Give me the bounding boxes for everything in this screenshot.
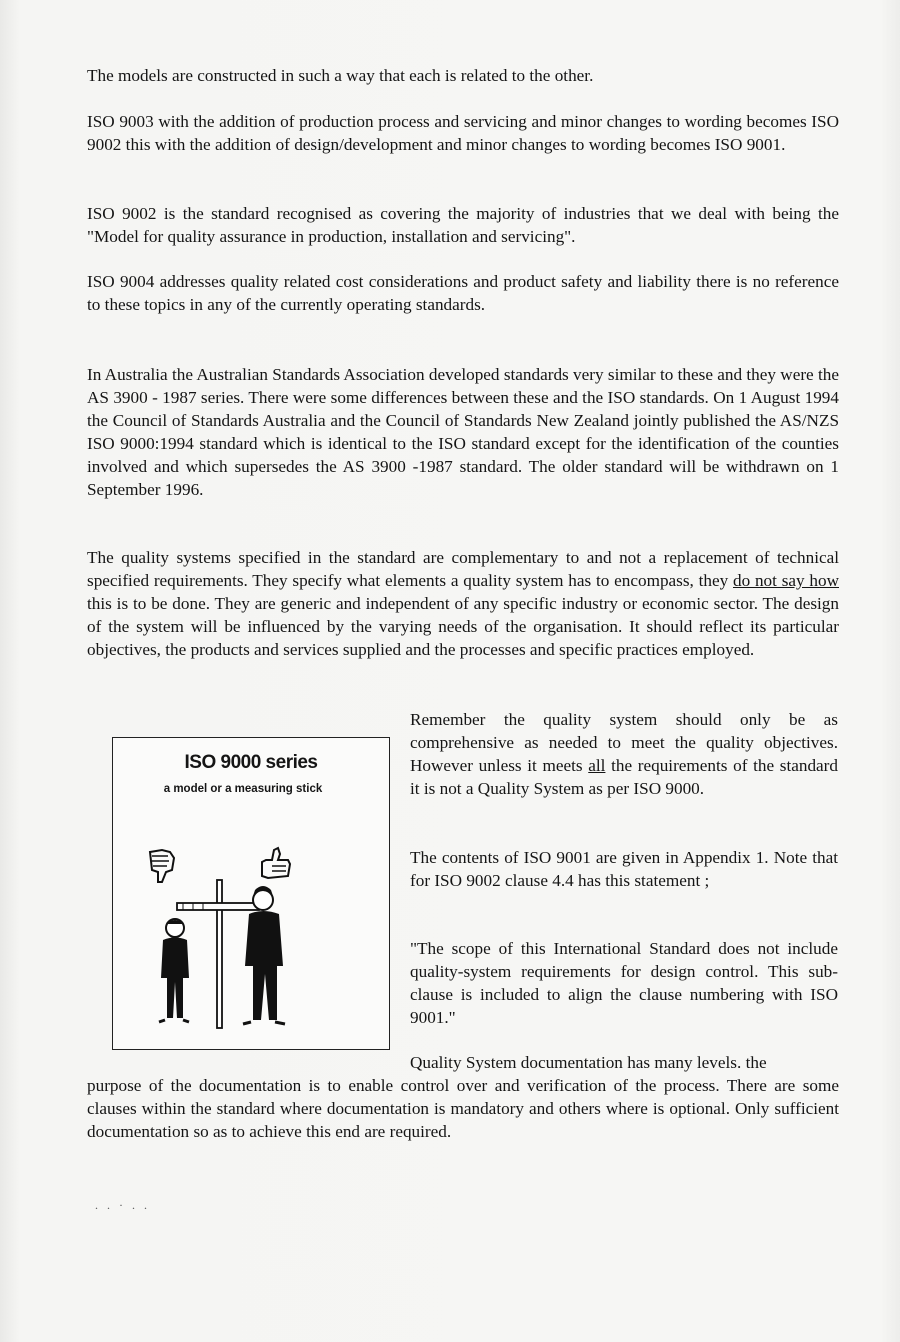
p6-text-before: The quality systems specified in the standard are complementary to and not a replacement of technical specified requirements. They specify what elements a quality system has to encompass, they — [87, 548, 839, 590]
paragraph-iso9002: ISO 9002 is the standard recognised as covering the majority of industries that we deal with being the "Model for quality assurance in production, installation and servicing". — [87, 204, 839, 246]
paragraph-models: The models are constructed in such a way that each is related to the other. — [87, 66, 594, 85]
paragraph-remember — [410, 708, 838, 800]
iso-9000-figure — [112, 737, 390, 1050]
paragraph-documentation-start: Quality System documentation has many levels. the — [410, 1053, 767, 1072]
r1-text-before: Remember the quality system should only be as comprehensive as needed to meet the quality objectives. However unless it meets — [410, 710, 838, 775]
paragraph-documentation-rest: purpose of the documentation is to enable control over and verification of the process. There are some clauses within the standard where documentation is mandatory and others where is optional. Only sufficient documentation so as to achieve this end are required. — [87, 1076, 839, 1141]
p6-text-after: this is to be done. They are generic and independent of any specific industry or economic sector. The design of the system will be influenced by the varying needs of the organisation. It should reflect its particular objectives, the products and services supplied and the processes and specific practices employed. — [87, 594, 839, 659]
figure-subtitle: a model or a measuring stick — [163, 783, 323, 795]
p6-underlined: do not say how — [733, 571, 839, 590]
paragraph-quality-systems — [87, 546, 839, 661]
paragraph-iso9003: ISO 9003 with the addition of production process and servicing and minor changes to wording becomes ISO 9002 this with the addition of design/development and minor changes to wording becomes ISO 9001. — [87, 112, 839, 154]
r1-underlined: all — [588, 756, 606, 775]
paragraph-iso9004: ISO 9004 addresses quality related cost considerations and product safety and liability there is no reference to these topics in any of the currently operating standards. — [87, 272, 839, 314]
paragraph-scope-quote: "The scope of this International Standard does not include quality-system requirements for design control. This sub-clause is included to align the clause numbering with ISO 9001." — [410, 939, 838, 1027]
thumbs-up-icon — [262, 848, 290, 878]
short-person-icon — [159, 919, 189, 1022]
page-mark: . . · . . — [95, 1198, 150, 1212]
figure-illustration — [113, 738, 391, 1051]
paragraph-australia: In Australia the Australian Standards Association developed standards very similar to these and they were the AS 3900 - 1987 series. There were some differences between these and the ISO standards. On 1 August 1994 the Council of Standards Australia and the Council of Standards New Zealand jointly published the AS/NZS ISO 9000:1994 standard which is identical to the ISO standard except for the identification of the counties involved and which supersedes the AS 3900 -1987 standard. The older standard will be withdrawn on 1 September 1996. — [87, 365, 839, 499]
thumbs-down-icon — [150, 850, 174, 882]
paragraph-contents-iso9001: The contents of ISO 9001 are given in Appendix 1. Note that for ISO 9002 clause 4.4 has this statement ; — [410, 848, 838, 890]
figure-title: ISO 9000 series — [184, 752, 318, 773]
r1-text-after: the requirements of the standard it is not a Quality System as per ISO 9000. — [410, 756, 838, 798]
